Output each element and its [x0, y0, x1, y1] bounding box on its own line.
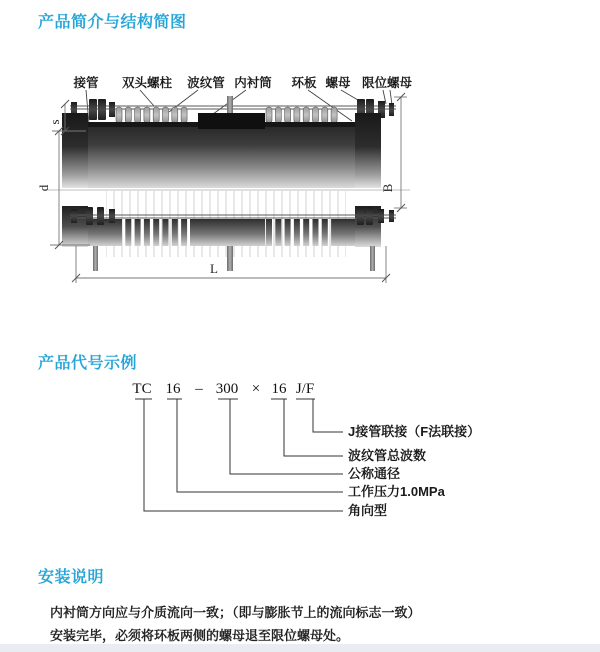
code-part-waves: 16	[271, 381, 287, 397]
product-code-diagram	[0, 375, 600, 550]
section-title-code: 产品代号示例	[38, 355, 138, 372]
code-connectors	[144, 399, 343, 511]
part-label-shuangtou: 双头螺柱	[121, 76, 173, 90]
install-line-2: 安装完毕，必须将环板两侧的螺母退至限位螺母处。	[50, 628, 350, 643]
callout-diameter: 公称通径	[348, 466, 401, 481]
code-part-dash: –	[195, 381, 203, 397]
callout-waves: 波纹管总波数	[348, 448, 427, 463]
code-part-type: TC	[132, 381, 152, 397]
structure-diagram	[0, 60, 600, 305]
code-part-pressure: 16	[165, 381, 181, 397]
installation-notes	[50, 601, 570, 647]
dim-label-d: d	[36, 184, 51, 192]
part-label-bowenguan: 波纹管	[187, 76, 225, 90]
dim-label-b: B	[380, 183, 395, 193]
callout-connection: J接管联接（F法联接）	[348, 424, 481, 439]
part-label-luomu: 螺母	[325, 76, 351, 90]
part-label-huanban: 环板	[291, 76, 317, 90]
dim-label-l: L	[210, 261, 218, 276]
section-title-install: 安装说明	[38, 569, 105, 586]
code-callouts	[348, 424, 480, 518]
part-labels	[72, 75, 412, 90]
install-line-1: 内衬筒方向应与介质流向一致；（即与膨胀节上的流向标志一致）	[50, 605, 421, 620]
code-parts	[132, 381, 314, 397]
code-part-times: ×	[251, 381, 261, 397]
callout-type: 角向型	[348, 503, 388, 518]
part-label-jieguan: 接管	[73, 76, 99, 90]
code-part-conn: J/F	[295, 381, 315, 397]
dim-label-s: s	[47, 119, 62, 125]
callout-pressure: 工作压力1.0MPa	[348, 484, 445, 499]
part-label-xianwei: 限位螺母	[361, 76, 413, 90]
part-label-neichentong: 内衬筒	[234, 76, 272, 90]
body-upper	[62, 113, 381, 188]
section-title-intro: 产品简介与结构简图	[38, 14, 187, 31]
footer-strip	[0, 644, 600, 652]
code-part-diameter: 300	[215, 381, 239, 397]
